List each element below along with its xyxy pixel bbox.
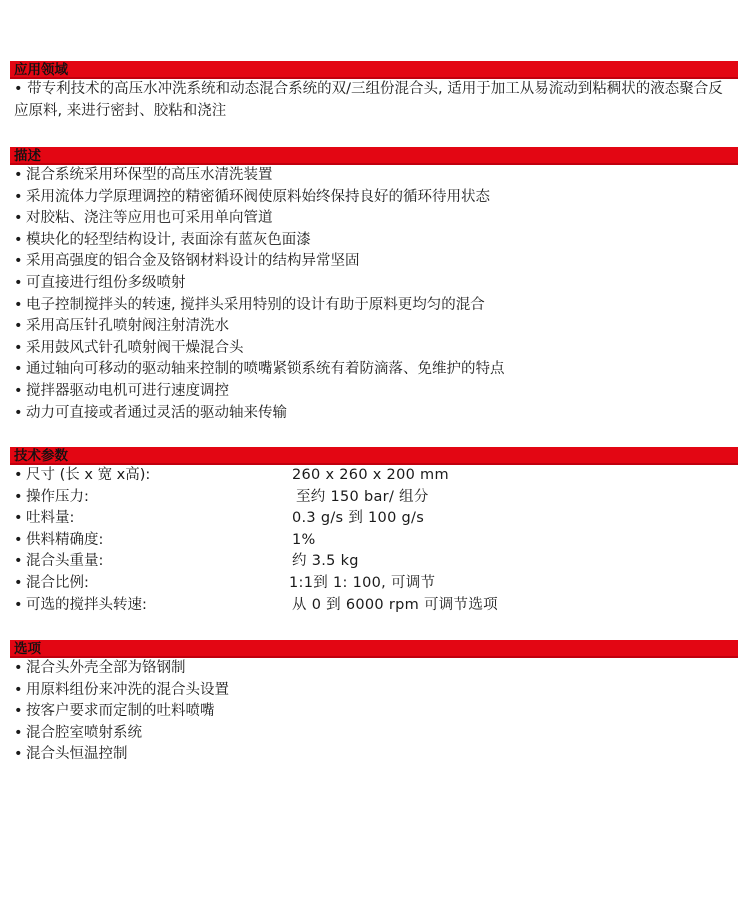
spec-row: • 尺寸 (长 x 宽 x高): 260 x 260 x 200 mm [10,465,738,487]
application-section [10,61,738,122]
spec-row: • 操作压力: 至约 150 bar/ 组分 [10,487,738,509]
list-item: • 混合腔室喷射系统 [14,724,142,741]
spec-row: • 可选的搅拌头转速: 从 0 到 6000 rpm 可调节选项 [10,595,738,617]
options-section [10,640,738,766]
spec-row: • 混合头重量: 约 3.5 kg [10,551,738,573]
list-item: • 采用高压针孔喷射阀注射清洗水 [14,318,229,335]
specs-table [10,465,738,616]
spec-value: 至约 150 bar/ 组分 [296,488,429,505]
list-item: • 可直接进行组份多级喷射 [14,274,186,291]
list-item: • 混合头外壳全部为铬钢制 [14,660,186,676]
spec-label: 吐料量: [26,510,75,527]
list-item: • 用原料组份来冲洗的混合头设置 [14,681,229,698]
application-header: 应用领域 [10,61,738,79]
list-item: • 混合系统采用环保型的高压水清洗装置 [14,167,273,183]
spec-value: 260 x 260 x 200 mm [292,467,449,483]
application-text: • 带专利技术的高压水冲洗系统和动态混合系统的双/三组份混合头, 适用于加工从易流动到粘稠状的液态聚合反应原料, 来进行密封、胶粘和浇注 [14,81,723,119]
specs-header: 技术参数 [10,447,738,465]
spec-label: 混合比例: [26,574,89,591]
list-item: • 对胶粘、浇注等应用也可采用单向管道 [14,210,273,227]
spec-value: 1:1到 1: 100, 可调节 [289,574,436,591]
options-header: 选项 [10,640,738,658]
list-item: • 混合头恒温控制 [14,746,128,763]
list-item: • 采用高强度的铝合金及铬钢材料设计的结构异常坚固 [14,253,360,270]
list-item: • 通过轴向可移动的驱动轴来控制的喷嘴紧锁系统有着防滴落、免维护的特点 [14,361,505,378]
spec-label: 可选的搅拌头转速: [26,596,147,613]
spec-row: • 混合比例: 1:1到 1: 100, 可调节 [10,573,738,595]
spec-value: 从 0 到 6000 rpm 可调节选项 [292,596,498,613]
description-header: 描述 [10,147,738,165]
spec-label: 混合头重量: [26,553,104,570]
description-list [10,165,738,424]
list-item: • 动力可直接或者通过灵活的驱动轴来传输 [14,404,287,421]
list-item: • 搅拌器驱动电机可进行速度调控 [14,382,229,399]
list-item: • 采用流体力学原理调控的精密循环阀使原料始终保持良好的循环待用状态 [14,188,490,205]
spec-value: 1% [292,531,316,548]
spec-label: 操作压力: [26,488,89,505]
spec-label: 尺寸 (长 x 宽 x高): [26,467,151,483]
options-list [10,658,738,766]
spec-label: 供料精确度: [26,531,104,548]
list-item: • 采用鼓风式针孔喷射阀干燥混合头 [14,339,244,356]
list-item: • 模块化的轻型结构设计, 表面涂有蓝灰色面漆 [14,231,311,248]
spec-value: 0.3 g/s 到 100 g/s [292,510,425,527]
spec-value: 约 3.5 kg [292,553,359,570]
list-item: • 电子控制搅拌头的转速, 搅拌头采用特别的设计有助于原料更均匀的混合 [14,296,485,313]
spec-row: • 吐料量: 0.3 g/s 到 100 g/s [10,508,738,530]
specs-section [10,447,738,616]
description-section [10,147,738,424]
spec-row: • 供料精确度: 1% [10,530,738,552]
list-item: • 按客户要求而定制的吐料喷嘴 [14,703,215,720]
